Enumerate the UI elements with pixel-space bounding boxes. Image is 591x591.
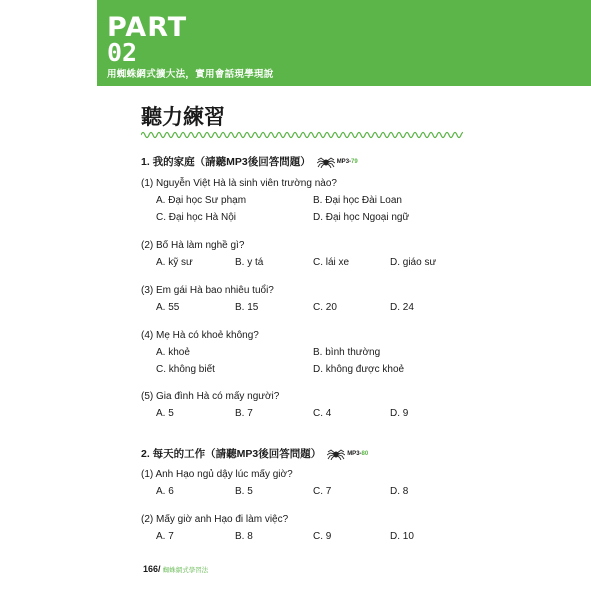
option-d[interactable]: D. 8 [390, 486, 409, 497]
option-b[interactable]: B. y tá [235, 257, 264, 268]
exercise-title-text: 1. 我的家庭（請聽MP3後回答問題） [141, 156, 311, 168]
option-c[interactable]: C. 9 [313, 531, 332, 542]
option-a[interactable]: A. Đại học Sư phạm [156, 195, 247, 206]
option-b[interactable]: B. Đại học Đài Loan [313, 195, 402, 206]
option-c[interactable]: C. 4 [313, 408, 332, 419]
option-c[interactable]: C. 7 [313, 486, 332, 497]
option-c[interactable]: C. Đại học Hà Nội [156, 212, 237, 223]
option-d[interactable]: D. 9 [390, 408, 409, 419]
exercise-1-title [141, 154, 358, 169]
option-d[interactable]: D. giáo sư [390, 257, 437, 268]
part-title: PART [107, 12, 188, 43]
option-a[interactable]: A. 55 [156, 302, 180, 313]
mp3-label: MP3-79 [336, 159, 358, 166]
question-1-3: (3) Em gái Hà bao nhiêu tuổi? [141, 285, 274, 296]
mp3-label: MP3-80 [347, 451, 369, 458]
mp3-tag[interactable] [327, 448, 368, 460]
book-title: 蜘蛛網式學習法 [162, 567, 209, 574]
question-1-4: (4) Mẹ Hà có khoẻ không? [141, 330, 259, 341]
option-b[interactable]: B. 5 [235, 486, 253, 497]
section-title: 聽力練習 [141, 105, 225, 129]
option-c[interactable]: C. không biết [156, 364, 215, 375]
question-1-1: (1) Nguyễn Việt Hà là sinh viên trường nào? [141, 178, 337, 189]
wave-divider [141, 130, 463, 140]
option-d[interactable]: D. 24 [390, 302, 414, 313]
spider-icon [327, 448, 345, 460]
option-d[interactable]: D. Đại học Ngoại ngữ [313, 212, 410, 223]
option-b[interactable]: B. bình thường [313, 347, 381, 358]
option-b[interactable]: B. 8 [235, 531, 253, 542]
option-d[interactable]: D. 10 [390, 531, 414, 542]
mp3-tag[interactable] [317, 156, 358, 168]
option-a[interactable]: A. 7 [156, 531, 174, 542]
part-number: 02 [107, 38, 138, 67]
spider-icon [317, 156, 335, 168]
question-2-2: (2) Mấy giờ anh Hạo đi làm việc? [141, 514, 289, 525]
option-c[interactable]: C. lái xe [313, 257, 350, 268]
part-subtitle: 用蜘蛛網式擴大法，實用會話現學現說 [107, 69, 274, 80]
option-b[interactable]: B. 15 [235, 302, 259, 313]
question-1-5: (5) Gia đình Hà có mấy người? [141, 391, 280, 402]
option-a[interactable]: A. khoẻ [156, 347, 190, 358]
option-c[interactable]: C. 20 [313, 302, 337, 313]
option-a[interactable]: A. 5 [156, 408, 174, 419]
page-number: 166/ [143, 564, 161, 574]
option-a[interactable]: A. kỹ sư [156, 257, 193, 268]
question-1-2: (2) Bố Hà làm nghề gì? [141, 240, 245, 251]
option-b[interactable]: B. 7 [235, 408, 253, 419]
option-d[interactable]: D. không được khoẻ [313, 364, 405, 375]
exercise-2-title [141, 446, 368, 461]
option-a[interactable]: A. 6 [156, 486, 174, 497]
question-2-1: (1) Anh Hạo ngủ dậy lúc mấy giờ? [141, 469, 293, 480]
exercise-title-text: 2. 每天的工作（請聽MP3後回答問題） [141, 448, 322, 460]
page-footer [143, 564, 208, 574]
